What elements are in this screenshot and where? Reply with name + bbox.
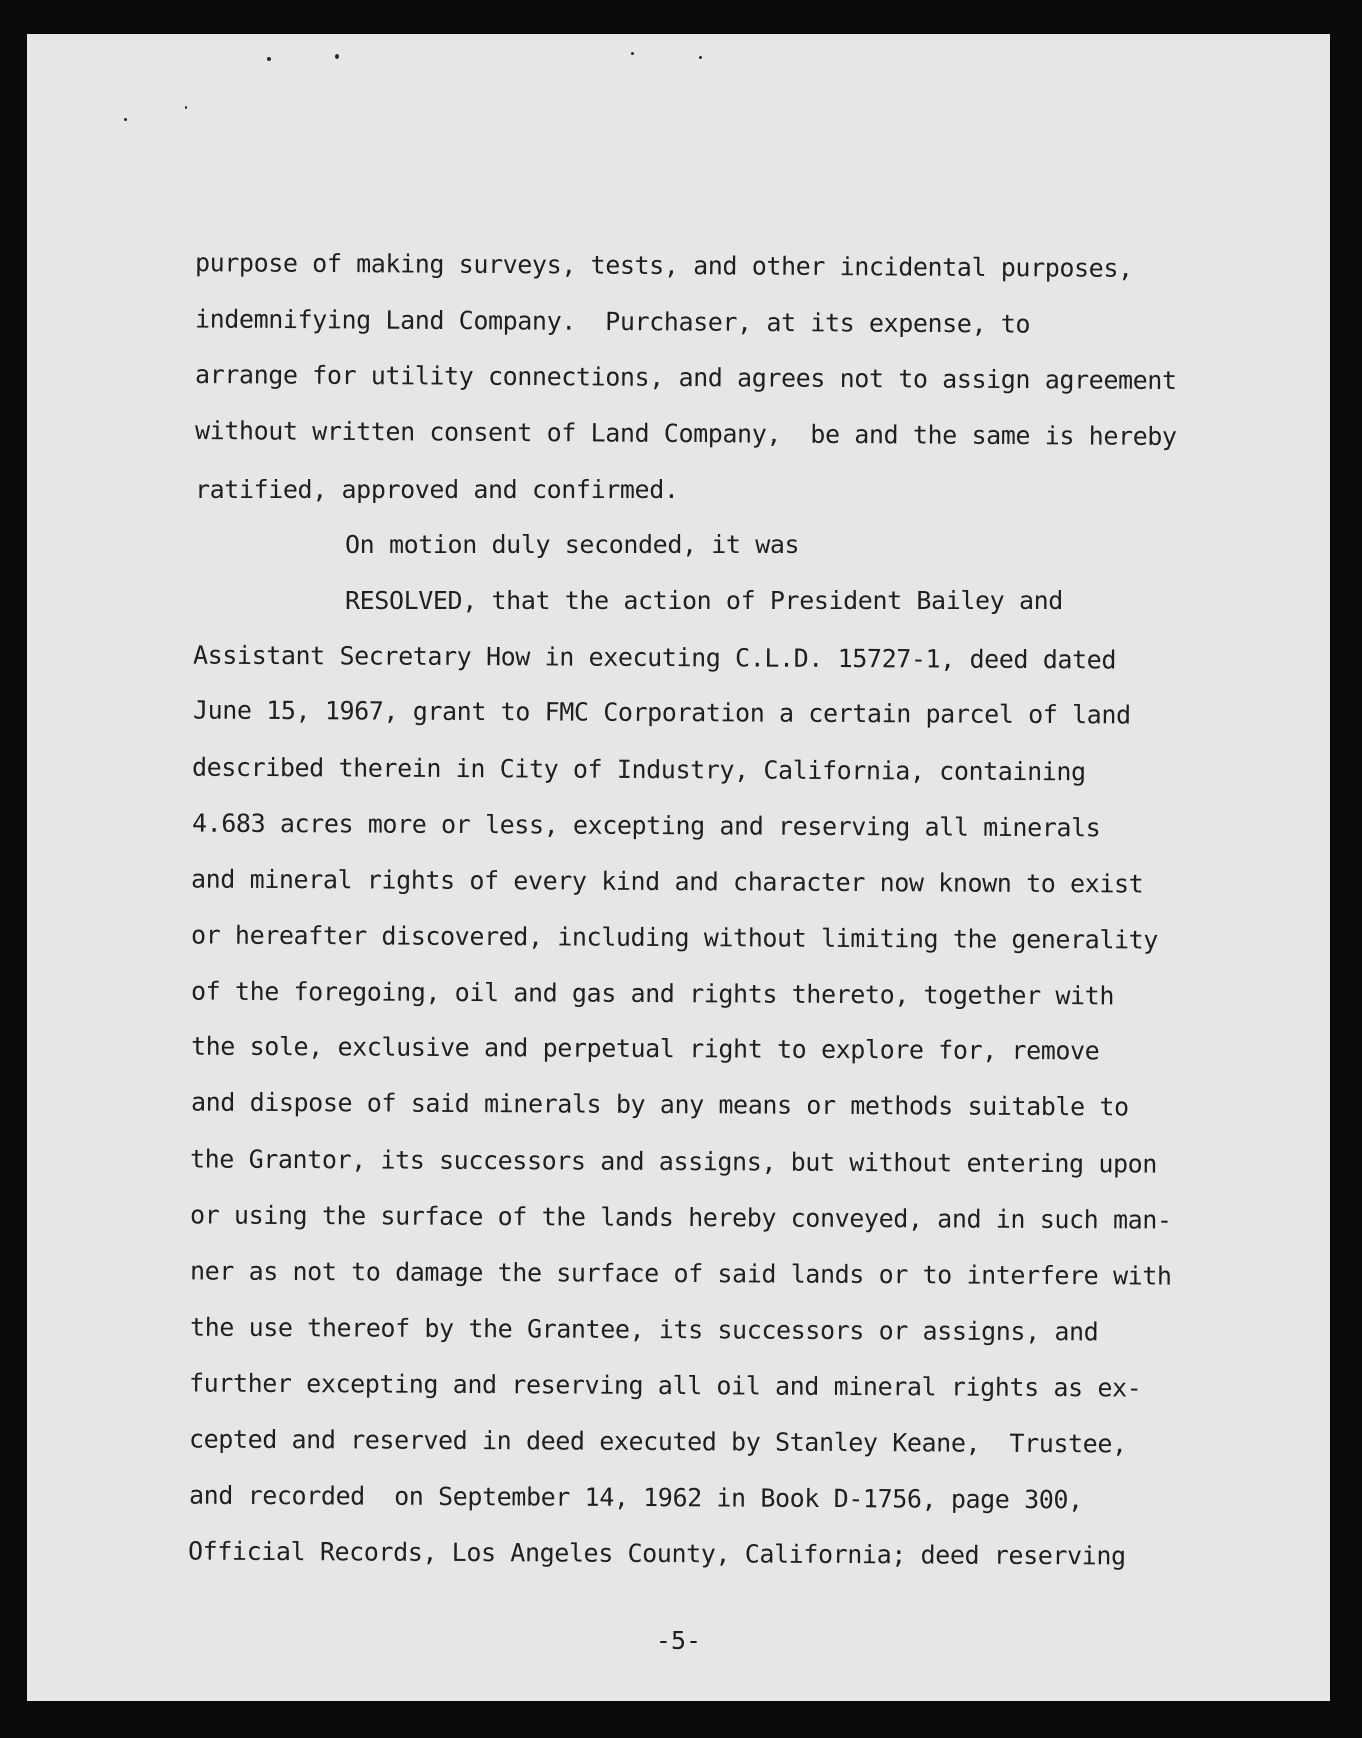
text-line: ratified, approved and confirmed. bbox=[195, 475, 679, 504]
text-line: and recorded on September 14, 1962 in Book D-1756, page 300, bbox=[188, 1480, 1083, 1515]
text-line: the sole, exclusive and perpetual right to explore for, remove bbox=[190, 1031, 1100, 1066]
text-line: and mineral rights of every kind and character now known to exist bbox=[190, 864, 1144, 899]
text-line: described therein in City of Industry, California, containing bbox=[191, 752, 1086, 787]
text-line: 4.683 acres more or less, excepting and reserving all minerals bbox=[191, 808, 1101, 843]
text-line: and dispose of said minerals by any means or methods suitable to bbox=[190, 1087, 1129, 1122]
text-line: Assistant Secretary How in executing C.L.D. 15727-1, deed dated bbox=[192, 640, 1117, 675]
page-number: -5- bbox=[655, 1626, 702, 1655]
text-line: arrange for utility connections, and agrees not to assign agreement bbox=[194, 360, 1177, 395]
text-line: further excepting and reserving all oil and mineral rights as ex- bbox=[188, 1368, 1142, 1403]
text-line: June 15, 1967, grant to FMC Corporation a certain parcel of land bbox=[192, 695, 1131, 730]
text-line: On motion duly seconded, it was bbox=[345, 530, 800, 559]
document-page bbox=[27, 34, 1330, 1701]
text-line: without written consent of Land Company, be and the same is hereby bbox=[194, 416, 1177, 451]
text-line: the Grantor, its successors and assigns, but without entering upon bbox=[189, 1144, 1158, 1179]
text-line: RESOLVED, that the action of President Bailey and bbox=[345, 586, 1063, 615]
text-line: purpose of making surveys, tests, and other incidental purposes, bbox=[194, 248, 1133, 283]
text-line: the use thereof by the Grantee, its successors or assigns, and bbox=[189, 1312, 1099, 1347]
text-line: Official Records, Los Angeles County, California; deed reserving bbox=[187, 1536, 1126, 1571]
text-line: ner as not to damage the surface of said lands or to interfere with bbox=[189, 1256, 1172, 1291]
document-body bbox=[27, 34, 1330, 1701]
text-line: of the foregoing, oil and gas and rights thereto, together with bbox=[190, 976, 1115, 1011]
text-line: indemnifying Land Company. Purchaser, at its expense, to bbox=[194, 304, 1031, 339]
text-line: or using the surface of the lands hereby conveyed, and in such man- bbox=[189, 1200, 1172, 1235]
text-line: cepted and reserved in deed executed by Stanley Keane, Trustee, bbox=[188, 1424, 1127, 1459]
text-line: or hereafter discovered, including without limiting the generality bbox=[190, 920, 1159, 955]
